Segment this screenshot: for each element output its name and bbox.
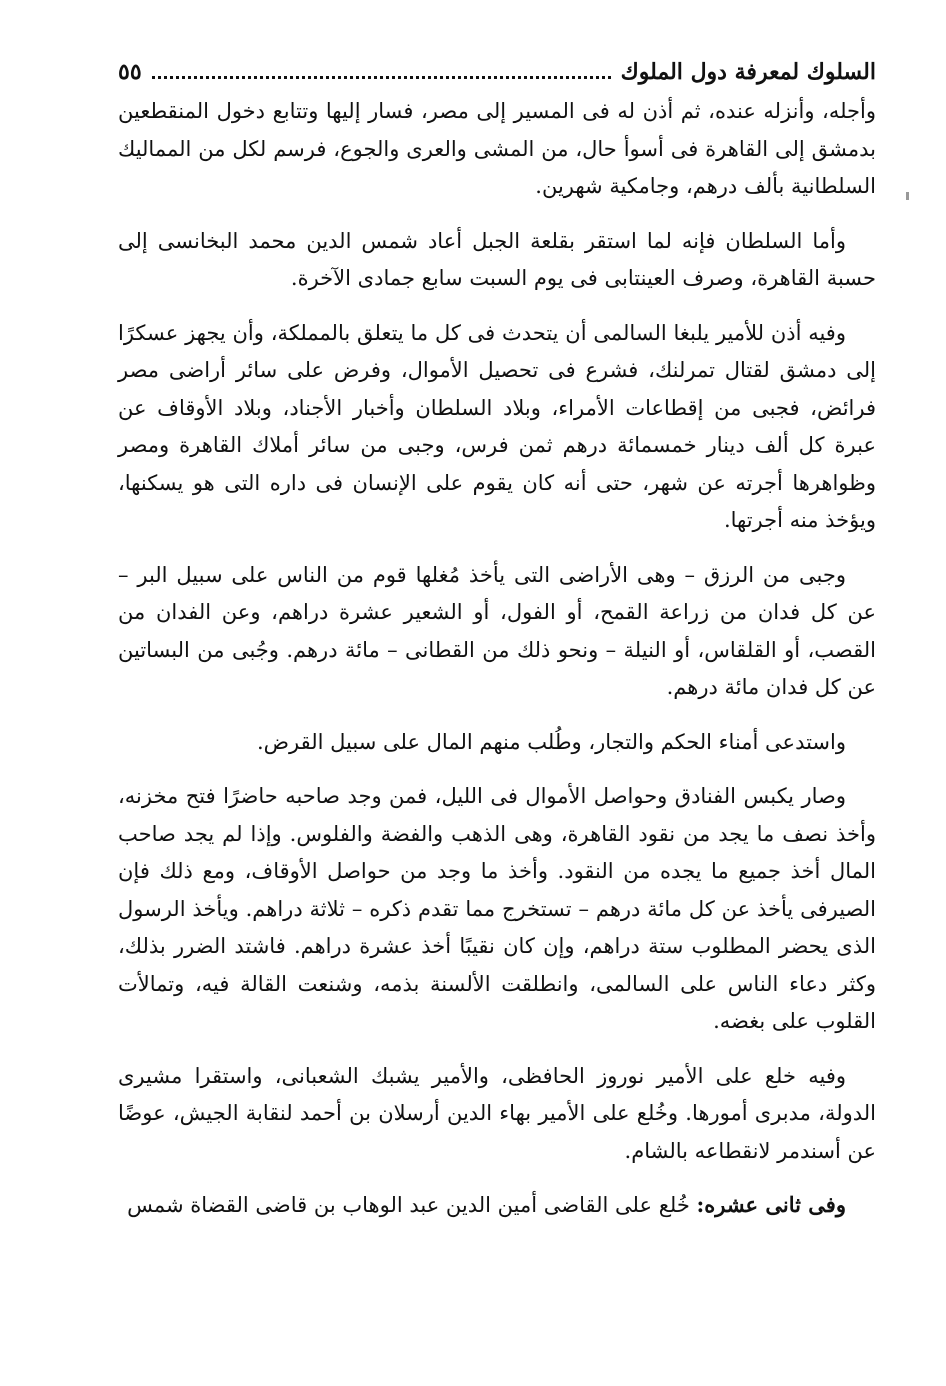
paragraph-lead: وفى ثانى عشره: xyxy=(696,1192,846,1217)
paragraph xyxy=(118,314,876,540)
paragraph-text: وفيه أذن للأمير يلبغا السالمى أن يتحدث فى كل ما يتعلق بالمملكة، وأن يجهز عسكرًا إلى دمشق لقتال تمرلنك، فشرع فى تحصيل الأموال، وفرض على سائر أراضى مصر فرائض، فجبى من إقطاعات الأمراء، وبلاد السلطان وأخبار الأجناد، وبلاد الأوقاف عن عبرة كل ألف دينار خمسمائة درهم ثمن فرس، وجبى من سائر أملاك القاهرة ومصر وظواهرها أجرته عن شهر، حتى أنه كان يقوم على الإنسان فى داره التى هو يسكنها، ويؤخذ منه أجرتها. xyxy=(118,320,876,532)
paragraph xyxy=(118,777,876,1041)
paragraph xyxy=(118,556,876,707)
paragraph-text: خُلع على القاضى أمين الدين عبد الوهاب بن قاضى القضاة شمس xyxy=(127,1193,697,1217)
paragraph-text: وأما السلطان فإنه لما استقر بقلعة الجبل أعاد شمس الدين محمد البخانسى إلى حسبة القاهرة، وصرف العينتابى فى يوم السبت سابع جمادى الآخرة. xyxy=(118,228,876,290)
book-page xyxy=(118,52,876,1372)
paragraph-text: وجبى من الرزق – وهى الأراضى التى يأخذ مُغلها قوم من الناس على سبيل البر – عن كل فدان من زراعة القمح، أو الفول، أو الشعير عشرة دراهم، وعن الفدان من القصب، أو القلقاس، أو النيلة – ونحو ذلك من القطانى – مائة درهم. وجُبى من البساتين عن كل فدان مائة درهم. xyxy=(118,562,876,699)
book-title: السلوك لمعرفة دول الملوك xyxy=(620,59,876,85)
paragraph xyxy=(118,1057,876,1171)
paragraph xyxy=(118,723,876,762)
paragraph-text: وفيه خلع على الأمير نوروز الحافظى، والأمير يشبك الشعبانى، واستقرا مشيرى الدولة، مدبرى أمورها. وخُلع على الأمير بهاء الدين أرسلان بن أحمد لنقابة الجيش، عوضًا عن أسندمر لانقطاعه بالشام. xyxy=(118,1063,876,1163)
dotted-leader xyxy=(152,76,611,79)
paragraph xyxy=(118,92,876,206)
paragraph xyxy=(118,222,876,298)
paragraph xyxy=(118,1186,876,1225)
page-number: ٥٥ xyxy=(118,59,142,85)
paragraph-text: وصار يكبس الفنادق وحواصل الأموال فى الليل، فمن وجد صاحبه حاضرًا فتح مخزنه، وأخذ نصف ما يجد من نقود القاهرة، وهى الذهب والفضة والفلوس. وإذا لم يجد صاحب المال أخذ جميع ما يجده من النقود. وأخذ ما وجد من حواصل الأوقاف، ومع ذلك فإن الصيرفى يأخذ عن كل مائة درهم – تستخرج مما تقدم ذكره – ثلاثة دراهم. ويأخذ الرسول الذى يحضر المطلوب ستة دراهم، وإن كان نقيبًا أخذ عشرة دراهم. فاشتد الضرر بذلك، وكثر دعاء الناس على السالمى، وانطلقت الألسنة بذمه، وشنعت القالة فيه، وتمالأت القلوب على بغضه. xyxy=(118,784,876,1033)
paragraph-text: وأجله، وأنزله عنده، ثم أذن له فى المسير إلى مصر، فسار إليها وتتابع دخول المنقطعين بدمشق إلى القاهرة فى أسوأ حال، من المشى والعرى والجوع، فرسم لكل من المماليك السلطانية بألف درهم، وجامكية شهرين. xyxy=(118,99,876,198)
margin-mark xyxy=(906,192,909,200)
paragraph-text: واستدعى أمناء الحكم والتجار، وطُلب منهم المال على سبيل القرض. xyxy=(256,729,846,754)
running-header xyxy=(118,52,876,92)
body-text xyxy=(118,92,876,1225)
